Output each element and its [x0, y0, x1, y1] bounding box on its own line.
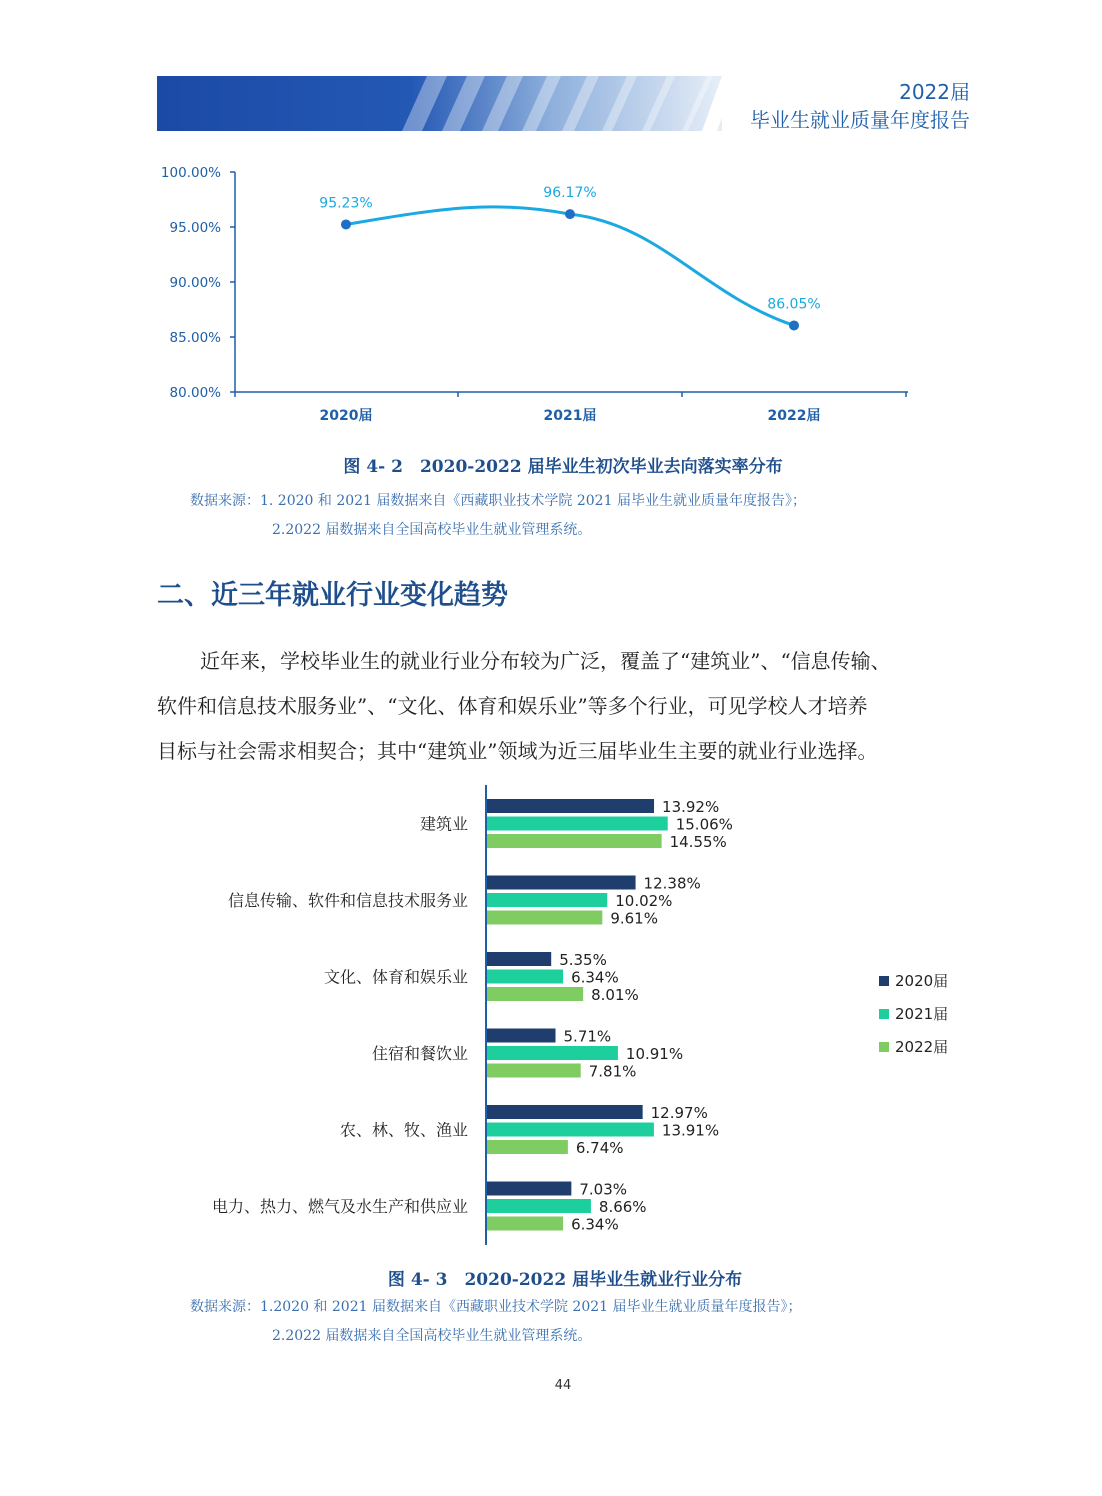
y-tick-label: 80.00% — [169, 385, 221, 401]
legend-swatch-2021 — [879, 1009, 889, 1019]
bar-category-label: 文化、体育和娱乐业 — [323, 967, 468, 987]
x-tick-label: 2022届 — [767, 408, 821, 424]
paragraph-line-3: 目标与社会需求相契合；其中“建筑业”领域为近三届毕业生主要的就业行业选择。 — [157, 739, 878, 763]
figure-4-3-source-line2: 2.2022 届数据来自全国高校毕业生就业管理系统。 — [272, 1328, 592, 1344]
bar-2020届 — [487, 1105, 643, 1119]
bar-2022届 — [487, 1064, 581, 1078]
line-points — [341, 209, 799, 330]
line-point — [565, 209, 575, 219]
line-point — [789, 320, 799, 330]
bar-2022届 — [487, 1217, 563, 1231]
bar-2022届 — [487, 1140, 568, 1154]
bar-2022届 — [487, 987, 583, 1001]
y-tick-label: 100.00% — [160, 165, 221, 181]
figure-4-2-source-line2: 2.2022 届数据来自全国高校毕业生就业管理系统。 — [272, 522, 592, 538]
bar-data-label: 7.03% — [579, 1180, 628, 1199]
line-data-labels — [319, 185, 820, 312]
bar-category-label: 建筑业 — [419, 814, 468, 834]
bar-data-label: 6.74% — [575, 1139, 624, 1157]
x-tick-label: 2021届 — [543, 408, 597, 424]
header-report-title: 毕业生就业质量年度报告 — [750, 108, 970, 132]
bar-2022届 — [487, 911, 602, 925]
legend-label-2022: 2022届 — [895, 1038, 949, 1056]
bar-data-label: 15.06% — [675, 815, 733, 834]
bar-data-label: 14.55% — [669, 833, 727, 851]
line-chart — [150, 160, 930, 440]
bar-category-labels — [212, 815, 468, 1217]
bar-category-label: 电力、热力、燃气及水生产和供应业 — [211, 1197, 468, 1216]
legend-item-2020 — [879, 964, 948, 997]
bar-2020届 — [487, 1029, 556, 1043]
bar-data-label: 12.38% — [643, 874, 701, 893]
y-tick-label: 95.00% — [169, 220, 221, 236]
bar-category-label: 住宿和餐饮业 — [371, 1044, 468, 1063]
legend-label-2021: 2021届 — [895, 1005, 949, 1023]
line-data-label: 96.17% — [543, 185, 597, 202]
legend-swatch-2022 — [879, 1042, 889, 1052]
bar-data-label: 7.81% — [588, 1062, 637, 1081]
line-chart-y-ticks — [161, 165, 235, 401]
bar-2021届 — [487, 1199, 591, 1213]
bar-data-label: 13.92% — [662, 798, 720, 816]
paragraph-line-1: 近年来，学校毕业生的就业行业分布较为广泛，覆盖了“建筑业”、“信息传输、 — [200, 649, 891, 673]
bar-data-label: 9.61% — [610, 909, 658, 928]
figure-4-2-source-line1: 数据来源：1. 2020 和 2021 届数据来自《西藏职业技术学院 2021 届毕业生就业质量年度报告》； — [190, 493, 806, 509]
bar-marks — [487, 799, 668, 1231]
bar-2021届 — [487, 1046, 618, 1060]
bar-data-label: 13.91% — [661, 1121, 720, 1140]
header-banner — [157, 76, 737, 131]
line-data-label: 86.05% — [767, 296, 821, 313]
header-year-title: 2022届 — [899, 80, 970, 104]
bar-data-label: 5.35% — [559, 951, 607, 969]
legend-item-2021 — [879, 997, 948, 1030]
figure-4-2-caption: 图 4- 2 2020-2022 届毕业生初次毕业去向落实率分布 — [343, 457, 783, 477]
page-number: 44 — [554, 1378, 572, 1393]
bar-2021届 — [487, 970, 563, 984]
bar-data-label: 10.02% — [615, 892, 673, 910]
x-tick-label: 2020届 — [319, 408, 373, 424]
bar-category-label: 农、林、牧、渔业 — [339, 1120, 468, 1140]
bar-data-label: 10.91% — [625, 1045, 684, 1063]
bar-2020届 — [487, 952, 551, 966]
bar-2020届 — [487, 1182, 571, 1196]
bar-legend — [879, 964, 948, 1063]
y-tick-label: 90.00% — [169, 275, 221, 291]
bar-2021届 — [487, 893, 607, 907]
bar-2020届 — [487, 799, 654, 813]
bar-2021届 — [487, 817, 668, 831]
bar-2020届 — [487, 876, 636, 890]
bar-category-label: 信息传输、软件和信息技术服务业 — [227, 891, 468, 910]
legend-swatch-2020 — [879, 976, 889, 986]
bar-data-label: 8.66% — [598, 1198, 647, 1216]
bar-data-label: 12.97% — [650, 1104, 708, 1122]
bar-data-label: 5.71% — [563, 1027, 612, 1046]
figure-4-3-source-line1: 数据来源：1.2020 和 2021 届数据来自《西藏职业技术学院 2021 届毕业生就业质量年度报告》； — [190, 1299, 802, 1315]
line-data-label: 95.23% — [319, 195, 373, 212]
paragraph-line-2: 软件和信息技术服务业”、“文化、体育和娱乐业”等多个行业，可见学校人才培养 — [157, 694, 868, 718]
bar-data-label: 6.34% — [571, 968, 619, 987]
line-series — [346, 207, 794, 326]
bar-chart — [150, 785, 790, 1250]
bar-2022届 — [487, 834, 662, 848]
bar-data-labels — [559, 798, 733, 1234]
legend-item-2022 — [879, 1030, 948, 1063]
section-heading: 二、近三年就业行业变化趋势 — [157, 580, 508, 611]
figure-4-3-caption: 图 4- 3 2020-2022 届毕业生就业行业分布 — [387, 1270, 743, 1290]
line-chart-x-ticks — [320, 408, 821, 424]
bar-2021届 — [487, 1123, 654, 1137]
bar-data-label: 8.01% — [591, 986, 639, 1004]
line-point — [341, 219, 351, 229]
bar-data-label: 6.34% — [571, 1215, 619, 1234]
y-tick-label: 85.00% — [169, 330, 221, 346]
legend-label-2020: 2020届 — [895, 972, 949, 990]
